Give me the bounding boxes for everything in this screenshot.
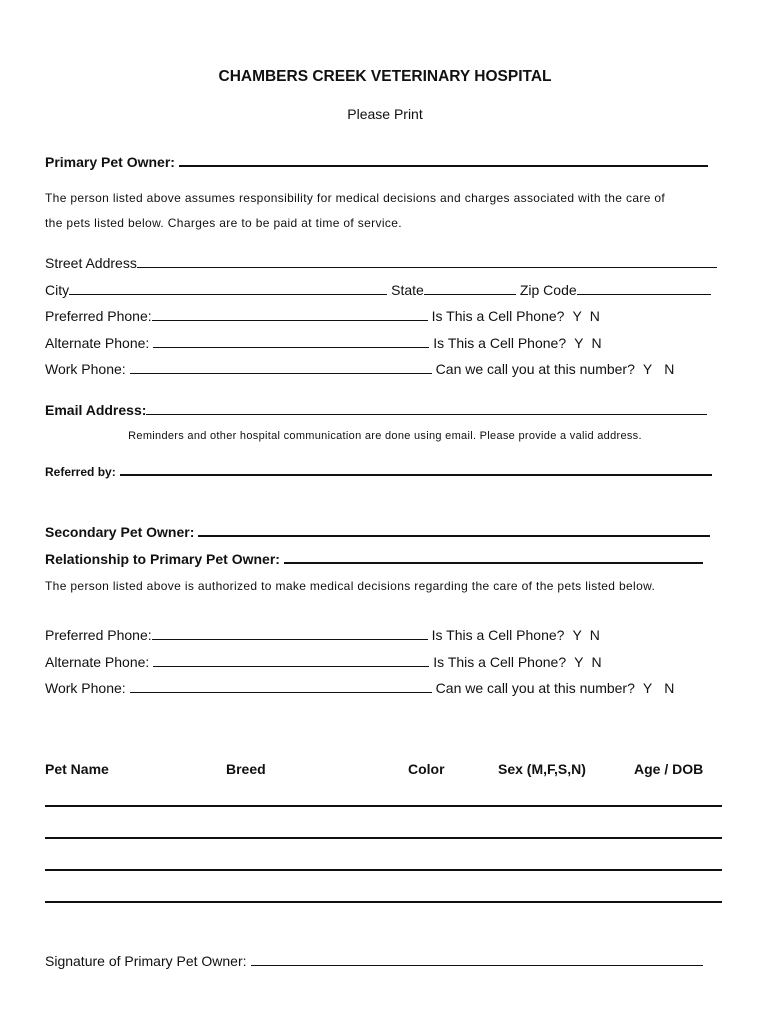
yes-option[interactable]: Y [574, 335, 584, 351]
primary-preferred-phone-row [45, 308, 600, 324]
no-option[interactable]: N [589, 627, 600, 643]
pet-row-line[interactable] [45, 837, 722, 839]
signature-row [45, 953, 703, 969]
preferred-phone-label: Preferred Phone: [45, 627, 152, 643]
preferred-phone-field[interactable] [152, 638, 428, 640]
cell-phone-question: Is This a Cell Phone? [431, 627, 565, 643]
cell-phone-question: Is This a Cell Phone? [431, 308, 565, 324]
email-label: Email Address: [45, 402, 147, 418]
pet-row-line[interactable] [45, 805, 722, 807]
secondary-owner-row [45, 524, 710, 540]
email-row [45, 402, 707, 418]
yes-option[interactable]: Y [572, 308, 582, 324]
cell-phone-question: Is This a Cell Phone? [433, 654, 567, 670]
email-note: Reminders and other hospital communication are done using email. Please provide a valid address. [128, 430, 642, 442]
call-question: Can we call you at this number? [435, 361, 635, 377]
responsibility-text-1: The person listed above assumes responsibility for medical decisions and charges associated with the care of [45, 191, 666, 205]
cell-phone-question: Is This a Cell Phone? [433, 335, 567, 351]
yes-option[interactable]: Y [642, 680, 653, 696]
street-field[interactable] [137, 266, 717, 268]
no-option[interactable]: N [591, 654, 602, 670]
street-row [45, 255, 717, 271]
pet-row-line[interactable] [45, 901, 722, 903]
pet-name-header: Pet Name [45, 761, 109, 777]
no-option[interactable]: N [664, 680, 675, 696]
alternate-phone-field[interactable] [153, 665, 429, 667]
yes-option[interactable]: Y [642, 361, 653, 377]
primary-alternate-phone-row [45, 335, 602, 351]
zip-label: Zip Code [519, 282, 577, 298]
work-phone-field[interactable] [130, 691, 432, 693]
city-label: City [45, 282, 70, 298]
secondary-preferred-phone-row [45, 627, 600, 643]
referred-row [45, 465, 712, 479]
state-label: State [391, 282, 424, 298]
no-option[interactable]: N [589, 308, 600, 324]
relationship-row [45, 551, 703, 567]
relationship-field[interactable] [284, 561, 703, 564]
age-dob-header: Age / DOB [634, 761, 704, 777]
work-phone-field[interactable] [130, 372, 432, 374]
referred-field[interactable] [120, 473, 712, 476]
color-header: Color [408, 761, 445, 777]
zip-field[interactable] [577, 293, 711, 295]
sex-header: Sex (M,F,S,N) [498, 761, 586, 777]
breed-header: Breed [226, 761, 266, 777]
please-print-note: Please Print [347, 106, 423, 122]
signature-field[interactable] [251, 964, 703, 966]
no-option[interactable]: N [591, 335, 602, 351]
secondary-owner-field[interactable] [198, 534, 710, 537]
secondary-alternate-phone-row [45, 654, 602, 670]
signature-label: Signature of Primary Pet Owner: [45, 953, 247, 969]
primary-owner-label: Primary Pet Owner: [45, 154, 175, 170]
primary-owner-row [45, 154, 708, 170]
call-question: Can we call you at this number? [435, 680, 635, 696]
city-field[interactable] [69, 293, 387, 295]
relationship-label: Relationship to Primary Pet Owner: [45, 551, 280, 567]
state-field[interactable] [424, 293, 516, 295]
referred-label: Referred by: [45, 465, 116, 479]
city-state-zip-row [45, 282, 711, 298]
preferred-phone-label: Preferred Phone: [45, 308, 152, 324]
pet-row-line[interactable] [45, 869, 722, 871]
secondary-owner-label: Secondary Pet Owner: [45, 524, 195, 540]
secondary-work-phone-row [45, 680, 674, 696]
primary-work-phone-row [45, 361, 674, 377]
primary-owner-field[interactable] [179, 164, 708, 167]
email-field[interactable] [146, 413, 707, 415]
preferred-phone-field[interactable] [152, 319, 428, 321]
work-phone-label: Work Phone: [45, 361, 126, 377]
hospital-title: CHAMBERS CREEK VETERINARY HOSPITAL [218, 68, 552, 85]
responsibility-text-2: the pets listed below. Charges are to be paid at time of service. [45, 216, 402, 230]
alternate-phone-label: Alternate Phone: [45, 654, 150, 670]
alternate-phone-field[interactable] [153, 346, 429, 348]
alternate-phone-label: Alternate Phone: [45, 335, 150, 351]
street-label: Street Address [45, 255, 137, 271]
work-phone-label: Work Phone: [45, 680, 126, 696]
no-option[interactable]: N [664, 361, 675, 377]
authorized-note: The person listed above is authorized to make medical decisions regarding the care of the pets listed below. [45, 579, 656, 593]
yes-option[interactable]: Y [572, 627, 582, 643]
yes-option[interactable]: Y [574, 654, 584, 670]
